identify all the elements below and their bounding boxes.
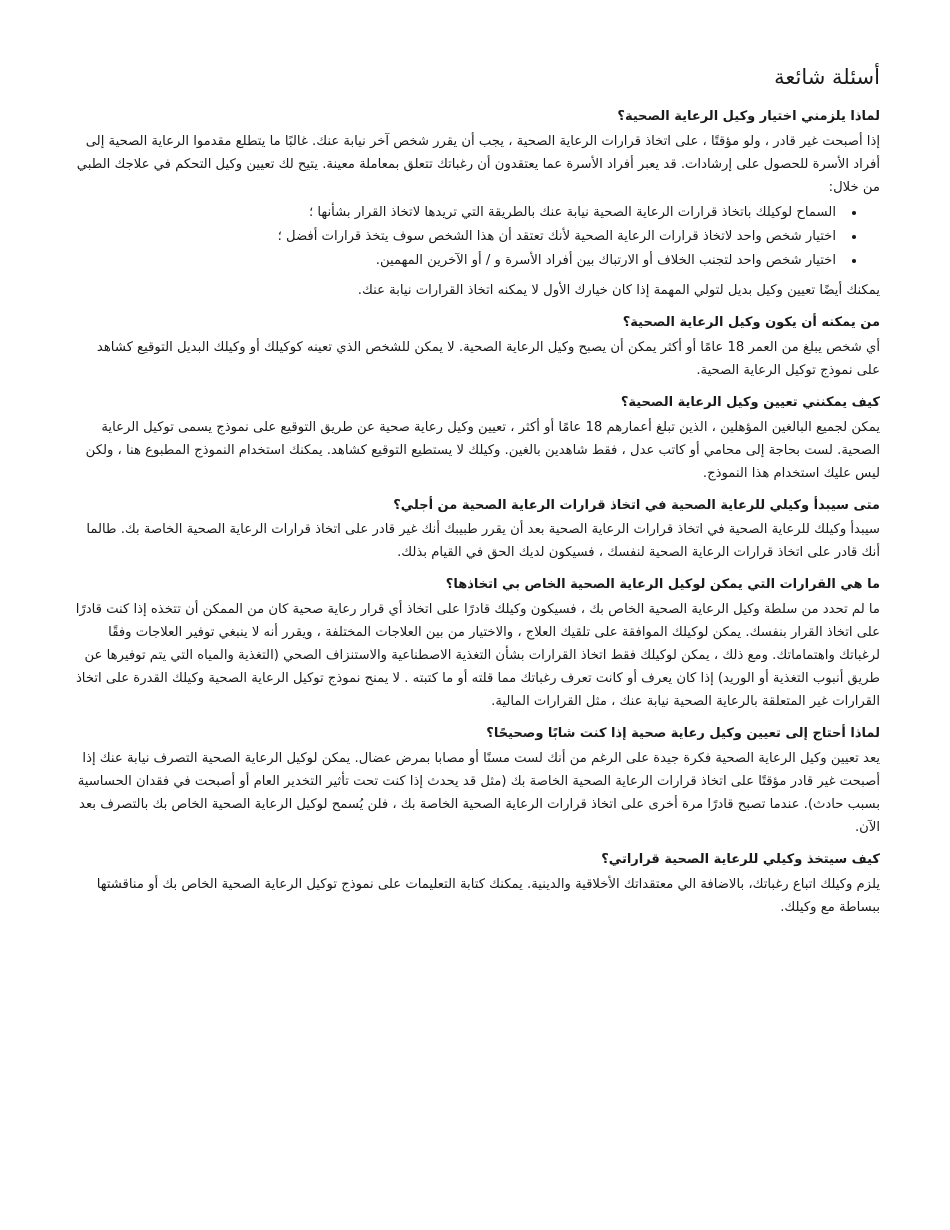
list-item: • اختيار شخص واحد لتجنب الخلاف أو الارتباك بين أفراد الأسرة و / أو الآخرين المهمين. — [74, 249, 842, 273]
faq-question: من يمكنه أن يكون وكيل الرعاية الصحية؟ — [622, 315, 880, 331]
faq-answer: يلزم وكيلك اتباع رغباتك، بالاضافة الي معتقداتك الأخلاقية والدينية. يمكنك كتابة التعليمات على نموذج توكيل الرعاية الصحية الخاص بك أو مناقشتها ببساطة مع وكيلك. — [96, 876, 880, 915]
list-item: • اختيار شخص واحد لاتخاذ قرارات الرعاية الصحية لأنك تعتقد أن هذا الشخص سوف يتخذ قرارات أفضل ؛ — [74, 225, 842, 249]
faq-question: كيف يمكنني تعيين وكيل الرعاية الصحية؟ — [620, 394, 880, 410]
faq-section-young-healthy — [74, 724, 880, 839]
faq-answer: سيبدأ وكيلك للرعاية الصحية في اتخاذ قرارات الرعاية الصحية بعد أن يقرر طبيبك أنك غير قادر على اتخاذ قرارات الرعاية الصحية الخاصة بك. طالما أنك قادر على اتخاذ قرارات الرعاية الصحية لنفسك ، فسيكون لديك الحق في القيام بذلك. — [86, 522, 880, 561]
faq-answer: ما لم تحدد من سلطة وكيل الرعاية الصحية الخاص بك ، فسيكون وكيلك قادرًا على اتخاذ أي قرار رعاية صحية كان من الممكن أن تتخذه إذا كنت قادرًا على اتخاذ القرار بنفسك. يمكن لوكيلك الموافقة على تلقيك العلاج ، والاختيار من بين العلاجات المختلفة ، ويقرر أنه لا ينبغي توفير العلاجات وفقًا لرغباتك واهتماماتك. ومع ذلك ، يمكن لوكيلك فقط اتخاذ القرارات بشأن التغذية الاصطناعية والاستنزاف الصحي (التغذية والمياه التي يتم توفيرها عن طريق أنبوب التغذية أو الوريد) إذا كان يعرف أو كانت تعرف رغباتك مما قلته أو ما كتبته . لا يمنح نموذج توكيل الرعاية الصحية وكيلك القدرة على اتخاذ القرارات غير المتعلقة بالرعاية الصحية نيابة عنك ، مثل القرارات المالية. — [75, 602, 880, 710]
faq-answer-outro: يمكنك أيضًا تعيين وكيل بديل لتولي المهمة إذا كان خيارك الأول لا يمكنه اتخاذ القرارات نيابة عنك. — [357, 283, 880, 299]
faq-section-when-start — [74, 496, 880, 565]
faq-section-why-agent — [74, 107, 880, 302]
faq-answer: إذا أصبحت غير قادر ، ولو مؤقتًا ، على اتخاذ قرارات الرعاية الصحية ، يجب أن يقرر شخص آخر نيابة عنك. غالبًا ما يتطلع مقدموا الرعاية الصحية إلى أفراد الأسرة للحصول على إرشادات. قد يعبر أفراد الأسرة عما يعتقدون أن رغباتك تتعلق بمعاملة معينة. يتيح لك تعيين وكيل التحكم في علاجك الطبي من خلال: — [76, 134, 880, 196]
faq-answer: يعد تعيين وكيل الرعاية الصحية فكرة جيدة على الرغم من أنك لست مسنًا أو مصابا بمرض عضال. يمكن لوكيل الرعاية الصحية التصرف نيابة عنك إذا أصبحت غير قادر مؤقتًا على اتخاذ قرارات الرعاية الصحية الخاصة بك (مثل قد يحدث إذا كنت تحت تأثير التخدير العام أو أصبحت في فقدان الحساسية بسبب حادث). عندما تصبح قادرًا مرة أخرى على اتخاذ قرارات الرعاية الصحية الخاصة بك ، فلن يُسمح لوكيل الرعاية الصحية الخاص بك بالتصرف بعد الآن. — [77, 751, 880, 836]
faq-section-how-appoint — [74, 393, 880, 485]
page-title: أسئلة شائعة — [774, 65, 880, 89]
faq-section-who-can-be-agent — [74, 313, 880, 382]
faq-question: لماذا أحتاج إلى تعيين وكيل رعاية صحية إذا كنت شابًا وصحيحًا؟ — [486, 726, 880, 742]
faq-question: ما هي القرارات التي يمكن لوكيل الرعاية الصحية الخاص بي اتخاذها؟ — [445, 577, 880, 593]
faq-answer: يمكن لجميع البالغين المؤهلين ، الذين تبلغ أعمارهم 18 عامًا أو أكثر ، تعيين وكيل رعاية صحية عن طريق التوقيع على نموذج يسمى توكيل الرعاية الصحية. لست بحاجة إلى محامي أو كاتب عدل ، فقط شاهدين بالغين. وكيلك لا يستطيع التوقيع كشاهد. يمكنك استخدام النموذج المطبوع هنا ، ولكن ليس عليك استخدام هذا النموذج. — [85, 419, 880, 481]
faq-section-what-decisions — [74, 575, 880, 713]
list-item: • السماح لوكيلك باتخاذ قرارات الرعاية الصحية نيابة عنك بالطريقة التي تريدها لاتخاذ القرار بشأنها ؛ — [74, 201, 842, 225]
faq-section-how-decide — [74, 850, 880, 919]
faq-question: كيف سيتخذ وكيلي للرعاية الصحية قراراتي؟ — [601, 852, 880, 868]
faq-question: متى سيبدأ وكيلي للرعاية الصحية في اتخاذ قرارات الرعاية الصحية من أجلي؟ — [393, 497, 880, 513]
faq-bullet-list — [74, 201, 880, 273]
faq-question: لماذا يلزمني اختيار وكيل الرعاية الصحية؟ — [617, 109, 880, 125]
faq-answer: أي شخص يبلغ من العمر 18 عامًا أو أكثر يمكن أن يصبح وكيل الرعاية الصحية. لا يمكن للشخص الذي تعينه كوكيلك أو وكيلك البديل التوقيع كشاهد على نموذج توكيل الرعاية الصحية. — [96, 339, 880, 378]
